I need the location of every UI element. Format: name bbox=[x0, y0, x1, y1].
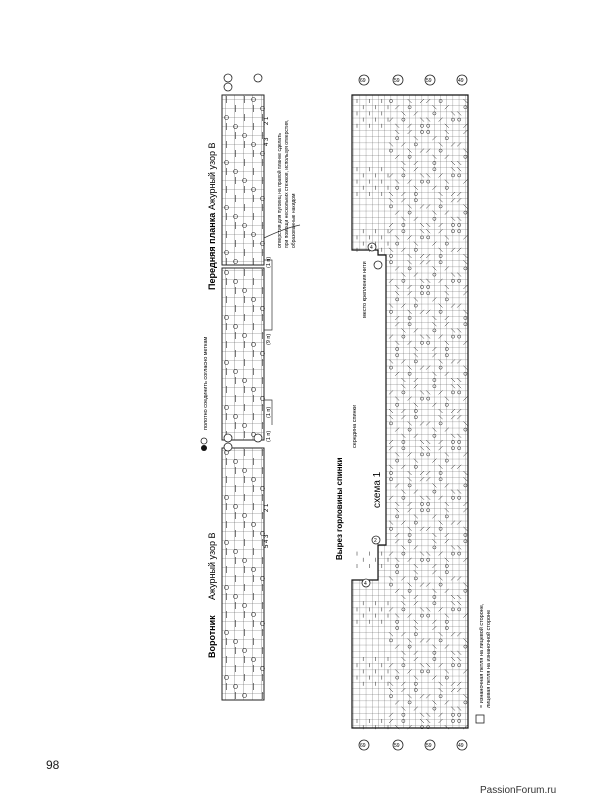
marker-5-mid bbox=[224, 443, 232, 451]
row-marker-r2: 59 bbox=[426, 78, 432, 84]
legend-line-2: лицевая петля на изнаночной стороне bbox=[486, 609, 492, 708]
loop-label-9: (9 п) bbox=[266, 333, 272, 345]
buttonhole-note-2: при помощи нескольких стежков, используя отверстия, bbox=[284, 119, 290, 248]
marker-4-right-label: 4 bbox=[370, 245, 373, 251]
marker-2-left-label: 2 bbox=[374, 538, 377, 544]
back-neck-chart bbox=[352, 95, 468, 729]
marker-6-mid bbox=[224, 434, 232, 442]
row-marker-r0: 69 bbox=[360, 78, 366, 84]
title-back-neck: Вырез горловины спинки bbox=[335, 457, 344, 560]
loop-label-1c: (1 п) bbox=[266, 430, 272, 442]
row-marker-r3: 49 bbox=[458, 78, 464, 84]
marker-6-top bbox=[224, 74, 232, 82]
row-marker-l2: 59 bbox=[426, 743, 432, 749]
marker-1-mid bbox=[254, 434, 262, 442]
title-collar: Воротник bbox=[207, 615, 217, 658]
title-front-placket: Передняя планка bbox=[207, 212, 217, 290]
join-marker-filled bbox=[201, 445, 207, 451]
row-marker-r1: 59 bbox=[394, 78, 400, 84]
buttonhole-note-1: отверстия для пуговиц на правой планке сделать bbox=[277, 133, 283, 248]
chart-collar bbox=[222, 448, 264, 700]
marker-5-top bbox=[224, 83, 232, 91]
back-neck-grid bbox=[352, 95, 468, 728]
marker-2-right bbox=[374, 261, 382, 269]
thread-label: место крепления нити bbox=[362, 261, 368, 318]
marker-1-top bbox=[254, 74, 262, 82]
col-num-2: 2 1 bbox=[264, 116, 270, 125]
loop-label-1b: (1 п) bbox=[266, 406, 272, 418]
row-markers-bottom bbox=[359, 740, 467, 750]
watermark: PassionForum.ru bbox=[480, 785, 557, 796]
join-note: полотно соединить согласно меткам bbox=[203, 336, 209, 430]
row-marker-l0: 69 bbox=[360, 743, 366, 749]
loop-label-1: (1 п) bbox=[266, 256, 272, 268]
title-openwork-b-2: Ажурный узор В bbox=[207, 142, 217, 210]
legend-line-1: = изнаночная петля на лицевой стороне, bbox=[479, 603, 485, 708]
buttonhole-note-3: образованные накидом bbox=[291, 193, 297, 248]
marker-4-left-label: 4 bbox=[364, 581, 367, 587]
row-markers-top bbox=[359, 75, 467, 85]
legend-swatch bbox=[476, 715, 484, 723]
chart-front-placket bbox=[222, 268, 264, 440]
center-label: середина спинки bbox=[352, 404, 358, 448]
col-num-2b: 2 1 bbox=[264, 503, 270, 512]
chart-openwork-b-right bbox=[222, 95, 264, 265]
row-marker-l1: 59 bbox=[394, 743, 400, 749]
title-openwork-b: Ажурный узор В bbox=[207, 532, 217, 600]
col-num-4: 4 3 bbox=[264, 137, 270, 146]
row-marker-l3: 49 bbox=[458, 743, 464, 749]
col-num-5b: 5 4 3 bbox=[264, 534, 270, 548]
scheme-label: схема 1 bbox=[372, 471, 383, 508]
join-marker-open bbox=[201, 438, 207, 444]
page-number: 98 bbox=[46, 758, 60, 772]
